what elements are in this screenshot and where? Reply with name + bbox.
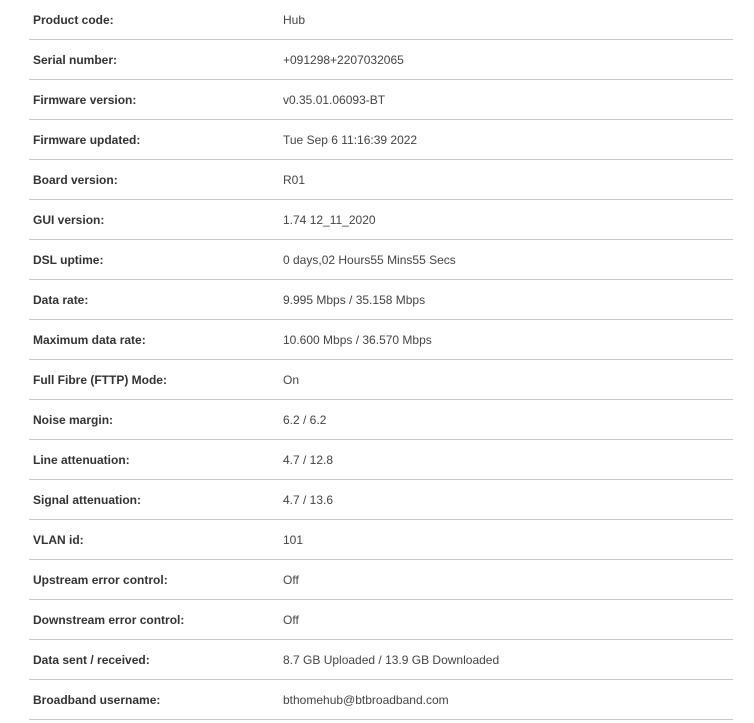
row-noise-margin [29, 400, 733, 440]
product-code-label: Product code: [33, 12, 114, 27]
row-firmware-updated [29, 120, 733, 160]
noise-margin-value: 6.2 / 6.2 [283, 412, 327, 427]
row-dsl-uptime [29, 240, 733, 280]
dsl-uptime-label: DSL uptime: [33, 252, 104, 267]
row-board-version [29, 160, 733, 200]
signal-attenuation-label: Signal attenuation: [33, 492, 141, 507]
board-version-label: Board version: [33, 172, 118, 187]
row-gui-version [29, 200, 733, 240]
data-sent-received-value: 8.7 GB Uploaded / 13.9 GB Downloaded [283, 652, 500, 667]
row-data-sent-received [29, 640, 733, 680]
serial-number-label: Serial number: [33, 52, 118, 67]
row-line-attenuation [29, 440, 733, 480]
full-fibre-mode-value: On [283, 372, 300, 387]
row-serial-number [29, 40, 733, 80]
upstream-error-control-value: Off [283, 572, 299, 587]
firmware-version-label: Firmware version: [33, 92, 137, 107]
row-broadband-username [29, 680, 733, 720]
board-version-value: R01 [283, 172, 306, 187]
serial-number-value: +091298+2207032065 [283, 52, 404, 67]
broadband-username-label: Broadband username: [33, 692, 161, 707]
row-data-rate [29, 280, 733, 320]
row-downstream-error-control [29, 600, 733, 640]
firmware-version-value: v0.35.01.06093-BT [283, 92, 386, 107]
noise-margin-label: Noise margin: [33, 412, 114, 427]
downstream-error-control-label: Downstream error control: [33, 612, 185, 627]
data-sent-received-label: Data sent / received: [33, 652, 150, 667]
downstream-error-control-value: Off [283, 612, 299, 627]
vlan-id-label: VLAN id: [33, 532, 84, 547]
data-rate-label: Data rate: [33, 292, 89, 307]
row-firmware-version [29, 80, 733, 120]
upstream-error-control-label: Upstream error control: [33, 572, 168, 587]
row-upstream-error-control [29, 560, 733, 600]
row-vlan-id [29, 520, 733, 560]
gui-version-value: 1.74 12_11_2020 [283, 212, 376, 227]
row-signal-attenuation [29, 480, 733, 520]
gui-version-label: GUI version: [33, 212, 105, 227]
maximum-data-rate-value: 10.600 Mbps / 36.570 Mbps [283, 332, 432, 347]
dsl-uptime-value: 0 days,02 Hours55 Mins55 Secs [283, 252, 456, 267]
firmware-updated-value: Tue Sep 6 11:16:39 2022 [283, 132, 418, 147]
hub-info-table [29, 0, 733, 720]
line-attenuation-label: Line attenuation: [33, 452, 130, 467]
row-full-fibre-mode [29, 360, 733, 400]
data-rate-value: 9.995 Mbps / 35.158 Mbps [283, 292, 426, 307]
firmware-updated-label: Firmware updated: [33, 132, 141, 147]
broadband-username-value: bthomehub@btbroadband.com [283, 692, 449, 707]
vlan-id-value: 101 [283, 532, 304, 547]
product-code-value: Hub [283, 12, 306, 27]
signal-attenuation-value: 4.7 / 13.6 [283, 492, 334, 507]
full-fibre-mode-label: Full Fibre (FTTP) Mode: [33, 372, 167, 387]
maximum-data-rate-label: Maximum data rate: [33, 332, 146, 347]
line-attenuation-value: 4.7 / 12.8 [283, 452, 334, 467]
row-product-code [29, 0, 733, 40]
row-maximum-data-rate [29, 320, 733, 360]
